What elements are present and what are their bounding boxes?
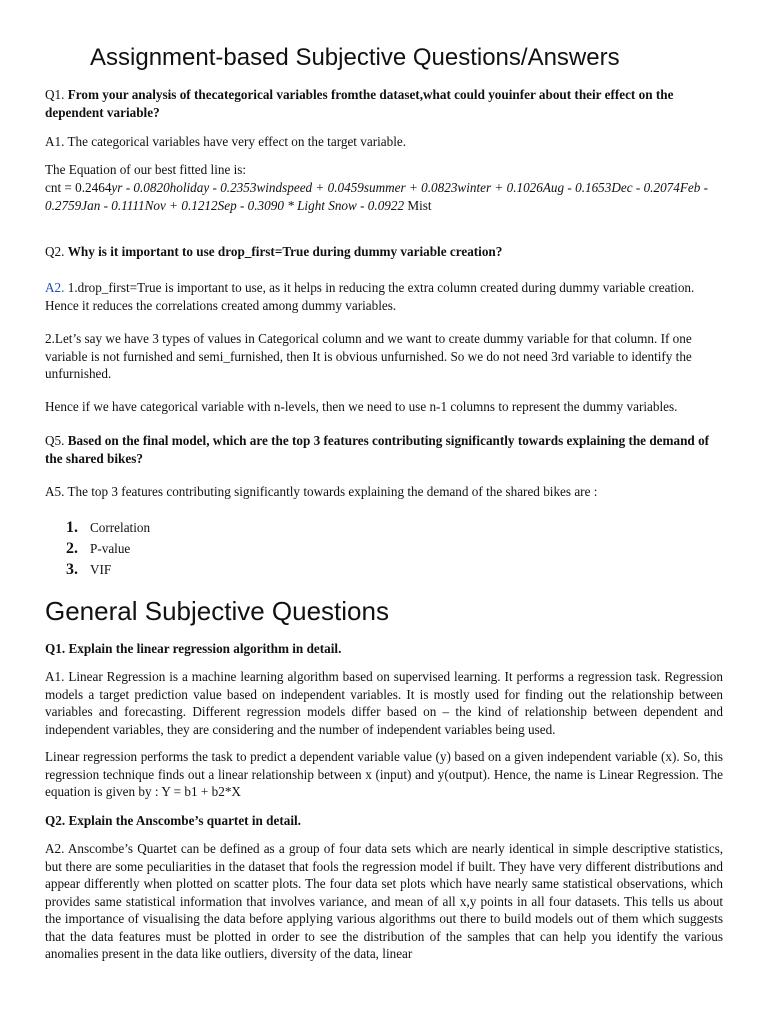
answer-5: A5. The top 3 features contributing significantly towards explaining the demand of the shared bikes are : bbox=[45, 484, 598, 499]
list-item-label: Correlation bbox=[90, 520, 151, 535]
equation-intro: The Equation of our best fitted line is: bbox=[45, 162, 247, 177]
equation bbox=[45, 179, 723, 214]
list-item bbox=[66, 517, 150, 538]
list-item-number: 1. bbox=[66, 519, 78, 536]
equation-terms: yr - 0.0820holiday - 0.2353windspeed + 0.0459summer + 0.0823winter + 0.1026Aug - 0.1653Dec - 0.2074Feb - 0.2759Jan - 0.1111Nov + 0.1212Sep - 0.3090 * Light Snow - 0.0922 bbox=[45, 180, 709, 213]
question-5 bbox=[45, 432, 723, 467]
question-2-text: Why is it important to use drop_first=True during dummy variable creation? bbox=[67, 244, 503, 259]
question-1-label: Q1. bbox=[45, 87, 65, 102]
features-list bbox=[66, 517, 150, 580]
answer-2-p1-text: 1.drop_first=True is important to use, as it helps in reducing the extra column created during dummy variable creation. Hence it reduces the correlations created among dummy variables. bbox=[45, 280, 695, 313]
question-1 bbox=[45, 86, 723, 121]
question-2-label: Q2. bbox=[45, 244, 65, 259]
general-question-2: Q2. Explain the Anscombe’s quartet in detail. bbox=[45, 813, 301, 828]
list-item-number: 3. bbox=[66, 561, 78, 578]
question-5-label: Q5. bbox=[45, 433, 65, 448]
answer-2-p1 bbox=[45, 279, 723, 314]
list-item-label: VIF bbox=[90, 562, 112, 577]
list-item bbox=[66, 538, 150, 559]
question-1-text: From your analysis of thecategorical variables fromthe dataset,what could youinfer about their effect on the dependent variable? bbox=[45, 87, 674, 120]
answer-2-label: A2. bbox=[45, 280, 65, 295]
general-answer-1-p1: A1. Linear Regression is a machine learning algorithm based on supervised learning. It performs a regression task. Regression models a target prediction value based on independent variables. It is mostly used for finding out the relationship between variables and forecasting. Different regression models differ based on – the kind of relationship between dependent and independent variables, they are considering and the number of independent variables being used. bbox=[45, 669, 723, 737]
list-item bbox=[66, 559, 150, 580]
general-answer-2: A2. Anscombe’s Quartet can be defined as a group of four data sets which are nearly identical in simple descriptive statistics, but there are some peculiarities in the dataset that fools the regression model if built. They have very different distributions and appear differently when plotted on scatter plots. The four data set plots which have nearly same statistical observations, which provides same statistical information that involves variance, and mean of all x,y points in all four datasets. This tells us about the importance of visualising the data before applying various algorithms out there to build models out of them which suggests that the data features must be plotted in order to see the distribution of the samples that can help you identify the various anomalies present in the data like outliers, diversity of the data, linear bbox=[45, 841, 723, 961]
general-answer-1-p2: Linear regression performs the task to predict a dependent variable value (y) based on a given independent variable (x). So, this regression technique finds out a linear relationship between x (input) and y(output). Hence, the name is Linear Regression. The equation is given by : Y = b1 + b2*X bbox=[45, 749, 723, 799]
equation-suffix: Mist bbox=[404, 197, 432, 213]
equation-prefix: cnt = 0.2464 bbox=[45, 180, 112, 195]
general-question-1: Q1. Explain the linear regression algorithm in detail. bbox=[45, 641, 342, 656]
answer-1: A1. The categorical variables have very effect on the target variable. bbox=[45, 134, 407, 149]
question-5-text: Based on the final model, which are the top 3 features contributing significantly towards explaining the demand of the shared bikes? bbox=[45, 433, 710, 466]
list-item-number: 2. bbox=[66, 540, 78, 557]
list-item-label: P-value bbox=[90, 541, 131, 556]
answer-2-p3: Hence if we have categorical variable with n-levels, then we need to use n-1 columns to represent the dummy variables. bbox=[45, 399, 678, 414]
answer-2-p2: 2.Let’s say we have 3 types of values in Categorical column and we want to create dummy variable for that column. If one variable is not furnished and semi_furnished, then It is obvious unfurnished. So we do not need 3rd variable to identify the unfurnished. bbox=[45, 331, 692, 381]
section-title-assignment: Assignment-based Subjective Questions/Answers bbox=[90, 44, 620, 71]
question-2 bbox=[45, 243, 723, 261]
section-title-general: General Subjective Questions bbox=[45, 596, 389, 626]
